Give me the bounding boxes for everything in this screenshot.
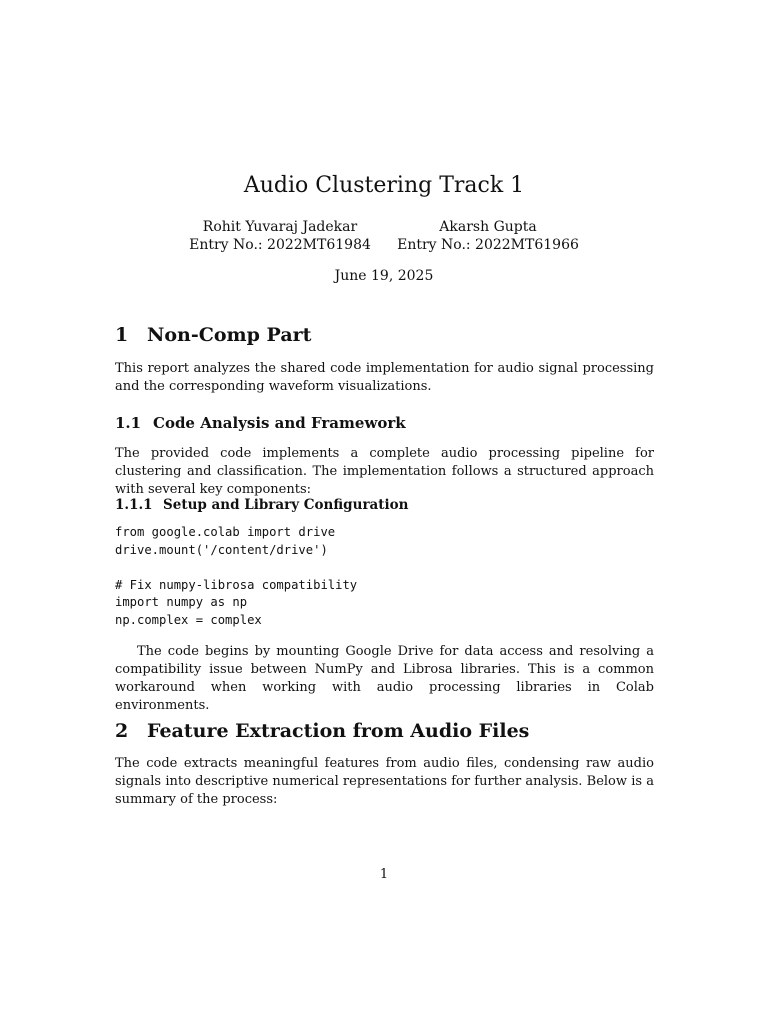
subsection-1-1-text: The provided code implements a complete audio processing pipeline for clustering and classification. The implementation follows a structured approach with several key components: <box>115 446 654 497</box>
section-2-text: The code extracts meaningful features from audio files, condensing raw audio signals into descriptive numerical representations for further analysis. Below is a summary of the process: <box>115 756 654 807</box>
author-entry: Entry No.: 2022MT61984 <box>189 237 371 253</box>
section-title: Non-Comp Part <box>147 324 312 346</box>
section-title: Feature Extraction from Audio Files <box>147 720 530 742</box>
author-name: Rohit Yuvaraj Jadekar <box>202 219 358 235</box>
subsection-title: Code Analysis and Framework <box>153 414 406 432</box>
paper-date: June 19, 2025 <box>334 268 434 284</box>
subsection-number: 1.1 <box>115 414 142 432</box>
section-heading-2 <box>115 719 655 743</box>
subsubsection-heading-1-1-1 <box>115 496 655 514</box>
author-block-1 <box>170 218 390 254</box>
page-number: 1 <box>379 867 389 882</box>
code-block: from google.colab import drive drive.mount('/content/drive') # Fix numpy-librosa compatibility import numpy as np np.complex = complex <box>115 525 358 627</box>
section-number: 2 <box>115 720 129 742</box>
section-1-intro: This report analyzes the shared code implementation for audio signal processing and the corresponding waveform visualizations. <box>115 361 654 394</box>
section-heading-1 <box>115 323 655 347</box>
author-entry: Entry No.: 2022MT61966 <box>397 237 579 253</box>
subsubsection-title: Setup and Library Configuration <box>163 497 409 513</box>
section-number: 1 <box>115 324 129 346</box>
subsubsection-number: 1.1.1 <box>115 497 153 513</box>
author-name: Akarsh Gupta <box>439 219 537 235</box>
paper-title: Audio Clustering Track 1 <box>243 173 525 198</box>
subsubsection-1-1-1-text: The code begins by mounting Google Drive for data access and resolving a compatibility issue between NumPy and Librosa libraries. This is a common workaround when working with audio processing libraries in Colab environments. <box>115 644 654 713</box>
subsection-heading-1-1 <box>115 413 655 433</box>
author-block-2 <box>378 218 598 254</box>
